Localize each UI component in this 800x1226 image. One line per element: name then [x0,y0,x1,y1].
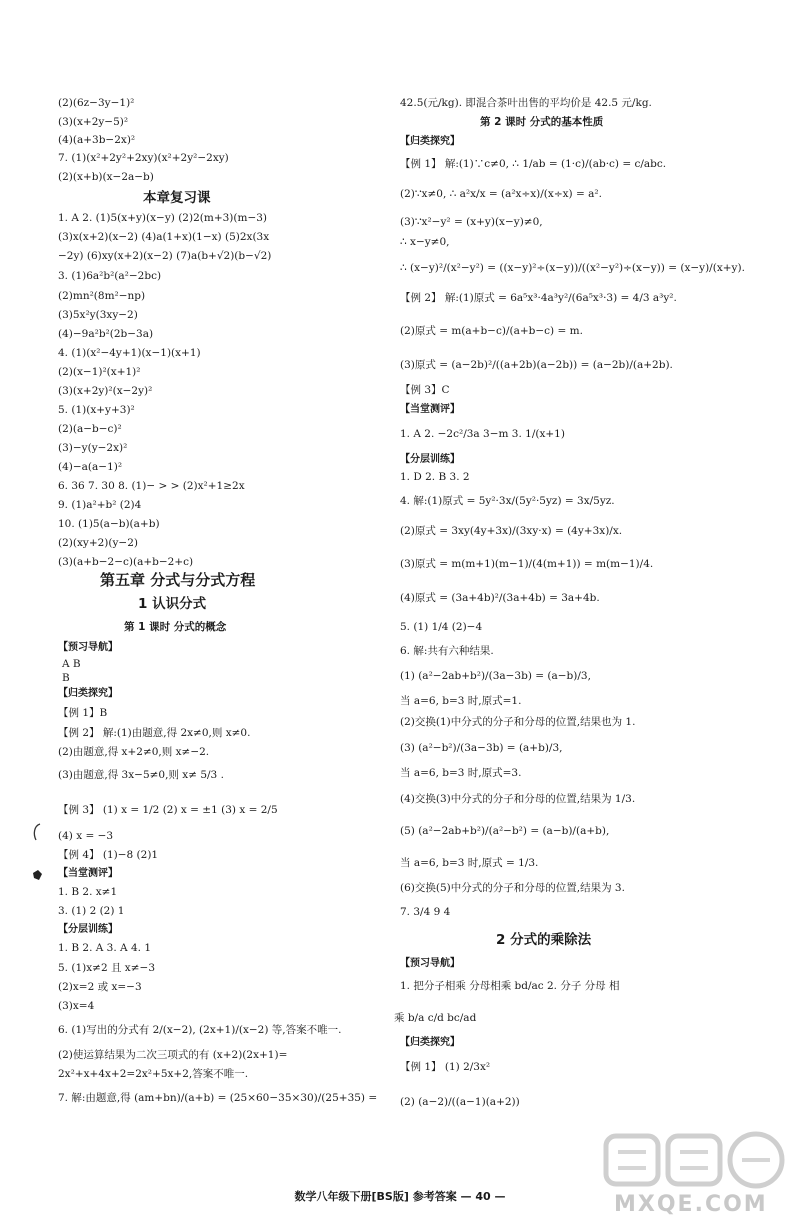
right-line: 当 a=6, b=3 时,原式=3. [400,767,522,779]
watermark [600,1130,790,1220]
left-line: (3)(x+2y−5)² [58,116,129,128]
right-line: (2) (a−2)/((a−1)(a+2)) [400,1096,520,1108]
right-line: 当 a=6, b=3 时,原式=1. [400,695,522,707]
left-line: (2)(a−b−c)² [58,423,122,435]
right-line: (4)原式 = (3a+4b)²/(3a+4b) = 3a+4b. [400,592,600,604]
right-line: (6)交换(5)中分式的分子和分母的位置,结果为 3. [400,882,625,894]
left-line: (2)(x+b)(x−2a−b) [58,171,154,183]
left-line: (4) x = −3 [58,830,114,842]
pencil-mark-icon [30,822,44,842]
right-line: ∴ (x−y)²/(x²−y²) = ((x−y)²÷(x−y))/((x²−y²)÷(x−y)) = (x−y)/(x+y). [400,262,745,274]
left-line: (2)mn²(8m²−np) [58,290,146,302]
left-line: (3)(a+b−2−c)(a+b−2+c) [58,556,194,568]
left-line: (4)−9a²b²(2b−3a) [58,328,154,340]
left-line: 【例 3】 (1) x = 1/2 (2) x = ±1 (3) x = 2/5 [58,804,278,816]
right-line: 【例 1】 (1) 2/3x² [400,1061,491,1073]
left-line: 4. (1)(x²−4y+1)(x−1)(x+1) [58,347,201,359]
left-line: B [62,672,70,684]
left-line: −2y) (6)xy(x+2)(x−2) (7)a(b+√2)(b−√2) [58,250,272,262]
watermark-text: MXQE.COM [614,1192,768,1217]
left-line: 3. (1) 2 (2) 1 [58,905,125,917]
left-line: (2)(x−1)²(x+1)² [58,366,141,378]
left-line: (2)由题意,得 x+2≠0,则 x≠−2. [58,746,210,758]
right-line: 第 2 课时 分式的基本性质 [480,116,604,128]
right-line: 【预习导航】 [400,958,460,969]
right-line: 2 分式的乘除法 [496,932,592,948]
left-line: (2)使运算结果为二次三项式的有 (x+2)(2x+1)= [58,1049,288,1061]
right-line: 6. 解:共有六种结果. [400,645,494,657]
right-line: 5. (1) 1/4 (2)−4 [400,621,483,633]
left-line: 【预习导航】 [58,642,118,653]
left-line: 第五章 分式与分式方程 [100,571,256,589]
left-line: 1. B 2. A 3. A 4. 1 [58,942,151,954]
left-line: 【例 2】 解:(1)由题意,得 2x≠0,则 x≠0. [58,727,251,739]
right-line: 4. 解:(1)原式 = 5y²·3x/(5y²·5yz) = 3x/5yz. [400,495,615,507]
left-line: 6. (1)写出的分式有 2/(x−2), (2x+1)/(x−2) 等,答案不唯一. [58,1024,342,1036]
right-line: 【分层训练】 [400,454,460,465]
right-line: (2)∵x≠0, ∴ a²x/x = (a²x÷x)/(x÷x) = a². [400,188,602,200]
left-line: (3)由题意,得 3x−5≠0,则 x≠ 5/3 . [58,769,224,781]
left-line: 【归类探究】 [58,688,118,699]
right-line: 【归类探究】 [400,136,460,147]
right-line: (3)原式 = m(m+1)(m−1)/(4(m+1)) = m(m−1)/4. [400,558,654,570]
right-line: 当 a=6, b=3 时,原式 = 1/3. [400,857,539,869]
right-line: (1) (a²−2ab+b²)/(3a−3b) = (a−b)/3, [400,670,591,682]
ink-blot-icon [30,868,44,882]
right-line: 42.5(元/kg). 即混合茶叶出售的平均价是 42.5 元/kg. [400,97,652,109]
right-line: 【例 1】 解:(1)∵c≠0, ∴ 1/ab = (1·c)/(ab·c) = c/abc. [400,158,667,170]
left-line: (4)−a(a−1)² [58,461,123,473]
right-line: 乘 b/a c/d bc/ad [394,1012,477,1024]
left-line: 本章复习课 [143,190,211,206]
right-line: ∴ x−y≠0, [400,236,450,248]
right-line: 1. D 2. B 3. 2 [400,471,470,483]
right-line: (2)原式 = 3xy(4y+3x)/(3xy·x) = (4y+3x)/x. [400,525,623,537]
left-line: 第 1 课时 分式的概念 [124,621,227,633]
left-line: (3)−y(y−2x)² [58,442,128,454]
right-line: (4)交换(3)中分式的分子和分母的位置,结果为 1/3. [400,793,636,805]
left-line: 6. 36 7. 30 8. (1)− > > (2)x²+1≥2x [58,480,245,492]
right-line: (3) (a²−b²)/(3a−3b) = (a+b)/3, [400,742,563,754]
left-line: 7. 解:由题意,得 (am+bn)/(a+b) = (25×60−35×30)/(25+35) = [58,1092,378,1104]
left-line: 10. (1)5(a−b)(a+b) [58,518,160,530]
right-line: (5) (a²−2ab+b²)/(a²−b²) = (a−b)/(a+b), [400,825,610,837]
left-line: 5. (1)(x+y+3)² [58,404,135,416]
left-line: 3. (1)6a²b²(a²−2bc) [58,270,162,282]
page-footer: 数学八年级下册[BS版] 参考答案 — 40 — [294,1190,506,1203]
right-line: (2)原式 = m(a+b−c)/(a+b−c) = m. [400,325,583,337]
right-line: (2)交换(1)中分式的分子和分母的位置,结果也为 1. [400,716,636,728]
left-line: (2)x=2 或 x=−3 [58,981,142,993]
left-line: 【例 4】 (1)−8 (2)1 [58,849,159,861]
left-line: 【分层训练】 [58,924,118,935]
right-line: (3)∵x²−y² = (x+y)(x−y)≠0, [400,216,543,228]
right-line: 1. A 2. −2c²/3a 3−m 3. 1/(x+1) [400,428,565,440]
right-line: 7. 3/4 9 4 [400,906,451,918]
left-line: 2x²+x+4x+2=2x²+5x+2,答案不唯一. [58,1068,249,1080]
left-line: A B [62,658,81,670]
left-line: 7. (1)(x²+2y²+2xy)(x²+2y²−2xy) [58,152,229,164]
right-line: 【例 3】C [400,384,450,396]
watermark-logo-icon [600,1130,790,1190]
left-line: 1 认识分式 [138,596,207,612]
left-line: (3)x(x+2)(x−2) (4)a(1+x)(1−x) (5)2x(3x [58,231,270,243]
left-line: (3)(x+2y)²(x−2y)² [58,385,153,397]
left-line: 1. A 2. (1)5(x+y)(x−y) (2)2(m+3)(m−3) [58,212,268,224]
left-line: 1. B 2. x≠1 [58,886,118,898]
left-line: 5. (1)x≠2 且 x≠−3 [58,962,156,974]
left-line: (3)x=4 [58,1000,95,1012]
left-line: 【当堂测评】 [58,868,118,879]
left-line: 【例 1】B [58,707,108,719]
right-line: (3)原式 = (a−2b)²/((a+2b)(a−2b)) = (a−2b)/(a+2b). [400,359,673,371]
right-line: 【例 2】 解:(1)原式 = 6a⁵x³·4a³y²/(6a⁵x³·3) = 4/3 a³y². [400,292,677,304]
left-line: (2)(6z−3y−1)² [58,97,135,109]
right-line: 1. 把分子相乘 分母相乘 bd/ac 2. 分子 分母 相 [400,980,620,992]
left-line: (2)(xy+2)(y−2) [58,537,139,549]
right-line: 【当堂测评】 [400,404,460,415]
left-line: (3)5x²y(3xy−2) [58,309,138,321]
left-line: 9. (1)a²+b² (2)4 [58,499,142,511]
left-line: (4)(a+3b−2x)² [58,134,136,146]
right-line: 【归类探究】 [400,1037,460,1048]
